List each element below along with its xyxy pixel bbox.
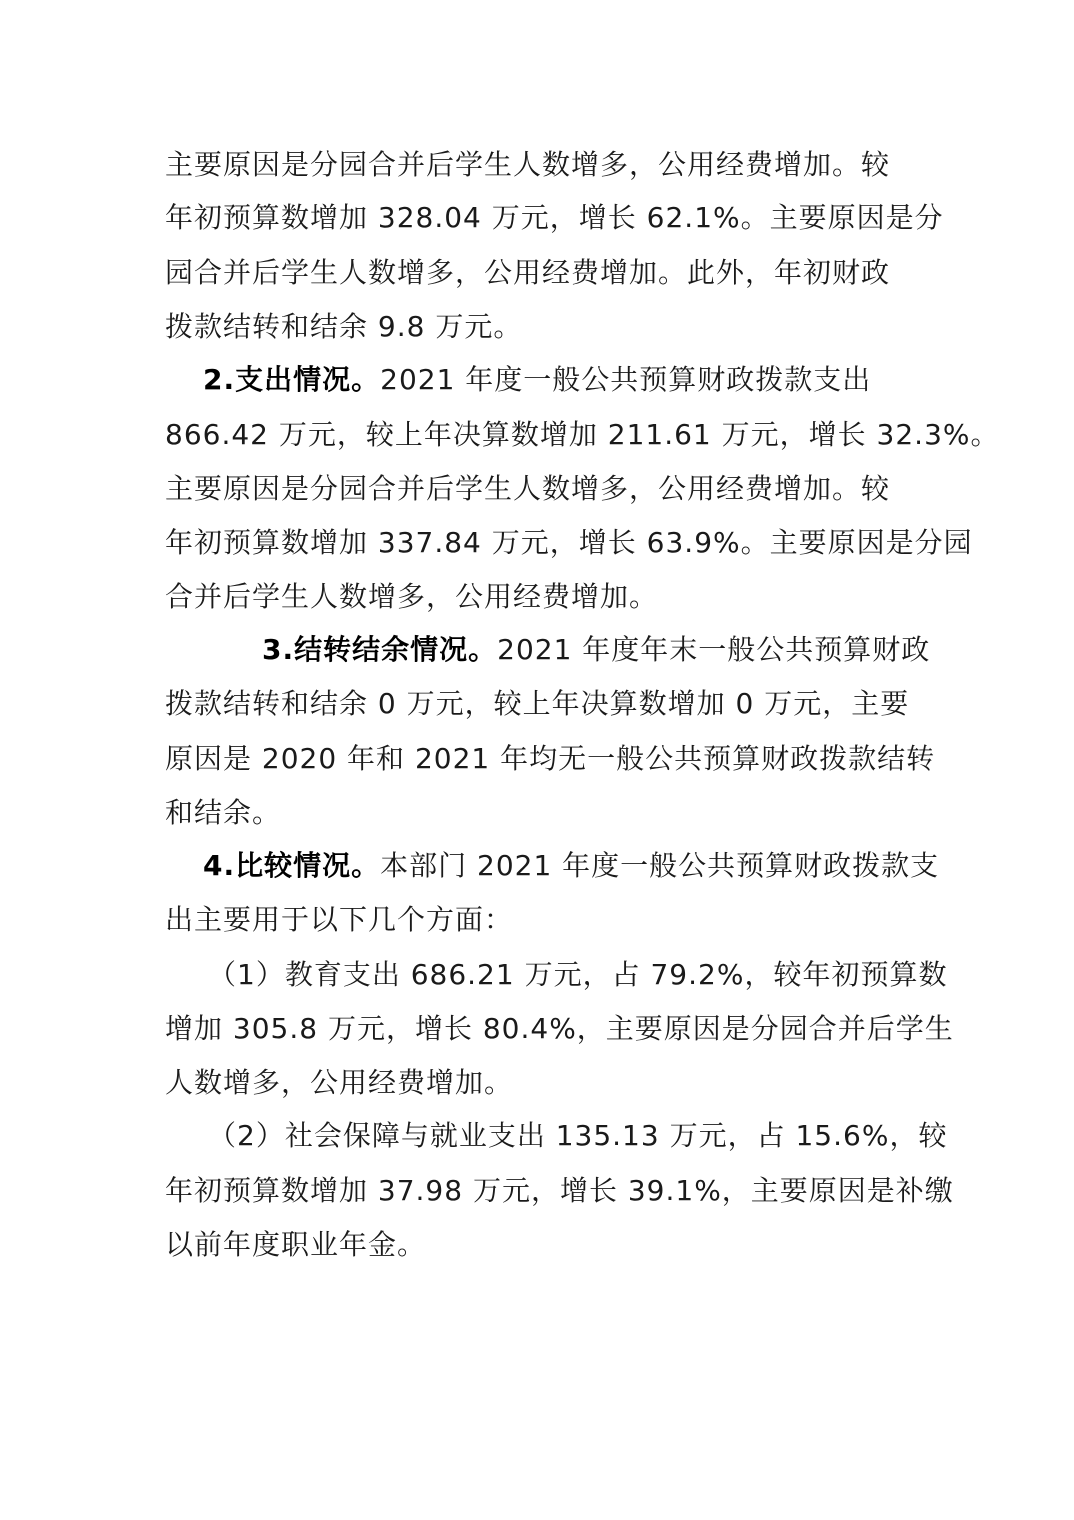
text-line: （2）社会保障与就业支出 135.13 万元，占 15.6%，较 xyxy=(208,1119,948,1152)
heading-carryover: 3.结转结余情况。 xyxy=(262,633,498,666)
text-line: 拨款结转和结余 0 万元，较上年决算数增加 0 万元，主要 xyxy=(165,687,910,720)
text-line: 出主要用于以下几个方面： xyxy=(165,903,514,936)
text-line: 2021 年度年末一般公共预算财政 xyxy=(497,633,931,666)
text-line: 2021 年度一般公共预算财政拨款支出 xyxy=(380,363,872,396)
text-line: （1）教育支出 686.21 万元，占 79.2%，较年初预算数 xyxy=(208,958,948,991)
text-line: 年初预算数增加 337.84 万元，增长 63.9%。主要原因是分园 xyxy=(165,526,973,559)
text-line: 园合并后学生人数增多，公用经费增加。此外，年初财政 xyxy=(165,256,891,289)
paragraph-expenditure-first-line xyxy=(203,360,871,400)
text-line: 年初预算数增加 328.04 万元，增长 62.1%。主要原因是分 xyxy=(165,201,944,234)
text-line: 866.42 万元，较上年决算数增加 211.61 万元，增长 32.3%。 xyxy=(165,418,1000,451)
text-line: 人数增多，公用经费增加。 xyxy=(165,1066,514,1099)
text-line: 原因是 2020 年和 2021 年均无一般公共预算财政拨款结转 xyxy=(165,742,936,775)
paragraph-comparison-first-line xyxy=(203,846,939,886)
text-line: 拨款结转和结余 9.8 万元。 xyxy=(165,310,523,343)
text-line: 合并后学生人数增多，公用经费增加。 xyxy=(165,580,659,613)
paragraph-carryover-first-line xyxy=(262,630,930,670)
text-line: 本部门 2021 年度一般公共预算财政拨款支 xyxy=(380,849,940,882)
text-line: 年初预算数增加 37.98 万元，增长 39.1%，主要原因是补缴 xyxy=(165,1174,954,1207)
text-line: 增加 305.8 万元，增长 80.4%，主要原因是分园合并后学生 xyxy=(165,1012,954,1045)
text-line: 主要原因是分园合并后学生人数增多，公用经费增加。较 xyxy=(165,148,891,181)
heading-comparison: 4.比较情况。 xyxy=(203,849,381,882)
text-line: 主要原因是分园合并后学生人数增多，公用经费增加。较 xyxy=(165,472,891,505)
text-line: 和结余。 xyxy=(165,796,282,829)
text-line: 以前年度职业年金。 xyxy=(165,1228,427,1261)
heading-expenditure: 2.支出情况。 xyxy=(203,363,381,396)
